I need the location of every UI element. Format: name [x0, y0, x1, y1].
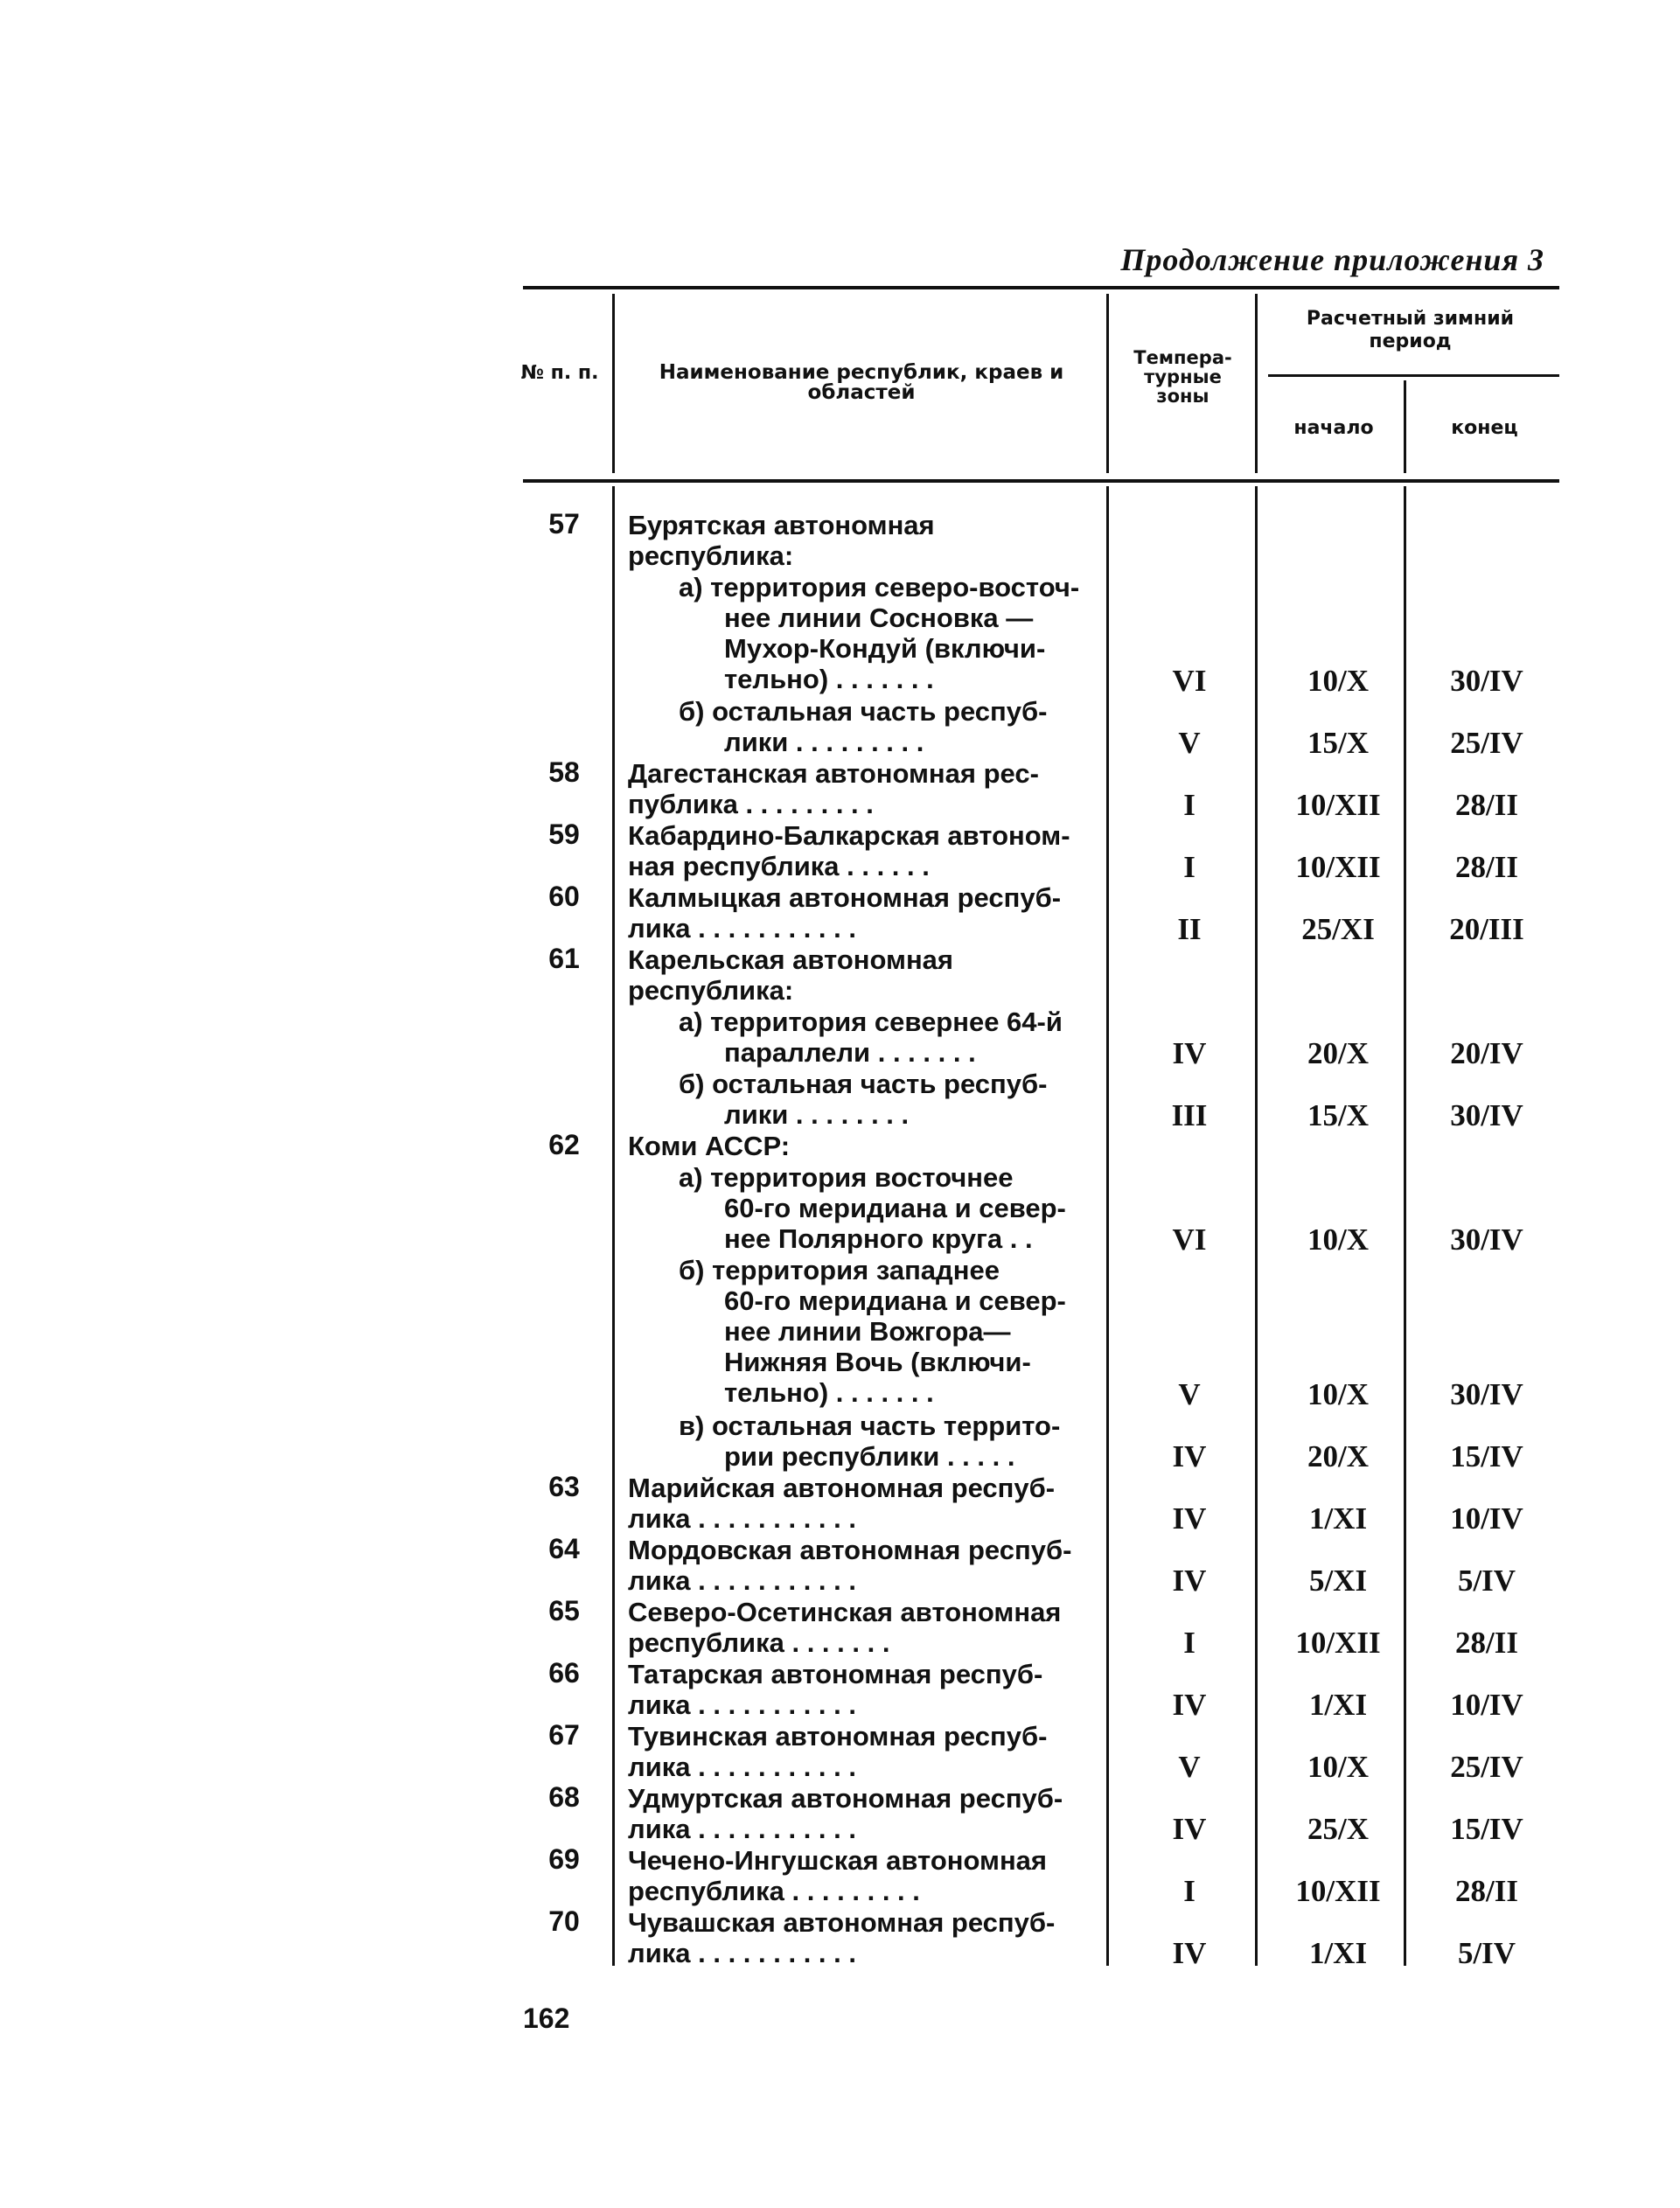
header-name: Наименование республик, краев и областей	[659, 361, 1064, 404]
zone-value: II	[1177, 911, 1202, 946]
region-name-line: нее линии Вожгора—	[724, 1316, 1011, 1347]
region-name-line: б) территория западнее	[679, 1255, 1000, 1285]
region-name	[628, 1721, 1104, 1782]
region-name	[628, 510, 1104, 571]
region-name-line: а) территория восточнее	[679, 1161, 1014, 1193]
period-start: 10/X	[1307, 1377, 1369, 1411]
region-name-line: лика . . . . . . . . . . .	[628, 913, 856, 944]
region-name	[628, 1131, 1104, 1161]
region-name-line: Тувинская автономная респуб-	[628, 1720, 1048, 1752]
region-name-line: Карельская автономная	[628, 944, 953, 975]
row-number: 67	[548, 1718, 580, 1751]
period-start: 10/X	[1307, 1750, 1369, 1784]
period-start: 20/X	[1307, 1439, 1369, 1473]
region-name-line: лика . . . . . . . . . . .	[628, 1751, 856, 1782]
region-name-line: б) остальная часть респуб-	[679, 1069, 1048, 1099]
region-name-line: лика . . . . . . . . . . .	[628, 1502, 856, 1534]
header-bottom-rule	[523, 479, 1559, 483]
period-end: 25/IV	[1450, 725, 1523, 760]
region-name-line: Удмуртская автономная респуб-	[628, 1782, 1063, 1814]
region-name-line: лики . . . . . . . . .	[724, 727, 924, 757]
period-end: 30/IV	[1450, 1222, 1523, 1257]
region-name-line: лика . . . . . . . . . . .	[628, 1813, 856, 1844]
header-col-sep-2	[1106, 294, 1109, 473]
period-start: 20/X	[1307, 1035, 1369, 1070]
period-start: 10/XII	[1295, 1626, 1381, 1660]
region-name-line: Северо-Осетинская автономная	[628, 1596, 1062, 1627]
period-end: 20/IV	[1450, 1035, 1523, 1070]
period-end: 28/II	[1455, 787, 1518, 822]
region-name-line: тельно) . . . . . . .	[724, 664, 934, 694]
header-col-sep-1	[612, 294, 615, 473]
region-name-line: 60-го меридиана и север-	[724, 1285, 1066, 1316]
period-start: 1/XI	[1308, 1936, 1368, 1970]
region-name-line: Мордовская автономная респуб-	[628, 1534, 1072, 1565]
row-number: 57	[548, 508, 580, 540]
region-name-line: республика:	[628, 540, 794, 571]
row-number: 59	[548, 818, 580, 850]
region-name-line: республика:	[628, 975, 794, 1006]
row-number: 70	[548, 1905, 580, 1937]
region-name-line: Коми АССР:	[628, 1131, 791, 1161]
zone-value: III	[1171, 1097, 1208, 1132]
row-number: 69	[548, 1842, 580, 1875]
period-start: 5/XI	[1308, 1564, 1368, 1598]
page-number: 162	[523, 2003, 570, 2034]
region-name-line: б) остальная часть респуб-	[679, 696, 1048, 727]
zone-value: I	[1183, 849, 1196, 884]
period-end: 30/IV	[1450, 1097, 1523, 1132]
period-end: 5/IV	[1457, 1564, 1516, 1598]
region-name-line: Калмыцкая автономная респуб-	[628, 882, 1062, 913]
region-name-line: Чечено-Ингушская автономная	[628, 1844, 1048, 1876]
row-number: 62	[548, 1129, 580, 1160]
region-name-line: лика . . . . . . . . . . .	[628, 1564, 856, 1596]
region-name	[628, 1845, 1104, 1906]
period-start: 25/XI	[1301, 911, 1375, 946]
period-end: 20/III	[1449, 911, 1524, 946]
header-period: Расчетный зимний период	[1306, 308, 1515, 352]
region-name-line: ная республика . . . . . .	[628, 851, 930, 881]
period-start: 1/XI	[1308, 1688, 1368, 1722]
region-name	[628, 944, 1104, 1006]
period-end: 28/II	[1455, 1874, 1518, 1908]
period-rule	[1268, 374, 1559, 377]
zone-value: I	[1183, 787, 1196, 822]
row-number: 66	[548, 1656, 580, 1689]
region-name-line: нее линии Сосновка —	[724, 602, 1034, 633]
row-number: 60	[548, 881, 580, 912]
zone-value: I	[1183, 1874, 1196, 1908]
period-end: 15/IV	[1450, 1439, 1523, 1473]
zone-value: IV	[1172, 1812, 1207, 1846]
period-start: 25/X	[1307, 1812, 1369, 1846]
period-start: 1/XI	[1308, 1501, 1368, 1536]
row-number: 65	[548, 1594, 580, 1626]
period-end: 10/IV	[1450, 1501, 1523, 1536]
header-end: конец	[1451, 417, 1518, 439]
body-col-sep-2	[1106, 486, 1109, 1966]
region-name	[628, 758, 1104, 819]
region-name-line: тельно) . . . . . . .	[724, 1377, 934, 1408]
region-name-line: лика . . . . . . . . . . .	[628, 1689, 856, 1720]
region-name-line: 60-го меридиана и север-	[724, 1192, 1066, 1223]
top-rule	[523, 286, 1559, 289]
region-name	[679, 1006, 1104, 1068]
row-number: 58	[548, 756, 580, 788]
row-number: 63	[548, 1470, 580, 1502]
region-name-line: а) территория севернее 64-й	[679, 1006, 1063, 1037]
region-name-line: лика . . . . . . . . . . .	[628, 1937, 856, 1968]
header-col-sep-3	[1255, 294, 1258, 473]
region-name	[628, 882, 1104, 944]
period-start: 10/XII	[1295, 849, 1381, 884]
region-name	[679, 1069, 1104, 1130]
zone-value: V	[1178, 1377, 1201, 1411]
period-start: 10/X	[1307, 663, 1369, 698]
region-name-line: рии республики . . . . .	[724, 1440, 1015, 1472]
period-end: 30/IV	[1450, 1377, 1523, 1411]
zone-value: V	[1178, 725, 1201, 760]
zone-value: I	[1183, 1626, 1196, 1660]
period-start: 10/X	[1307, 1222, 1369, 1257]
region-name	[679, 696, 1104, 757]
period-start: 10/XII	[1295, 787, 1381, 822]
region-name	[628, 1473, 1104, 1534]
region-name-line: Мухор-Кондуй (включи-	[724, 633, 1046, 664]
header-zone: Темпера- турные зоны	[1133, 347, 1232, 407]
region-name-line: а) территория северо-восточ-	[679, 572, 1080, 602]
region-name	[628, 1659, 1104, 1720]
region-name-line: Кабардино-Балкарская автоном-	[628, 820, 1070, 851]
row-number: 64	[548, 1532, 580, 1564]
zone-value: V	[1178, 1750, 1201, 1784]
region-name	[628, 820, 1104, 881]
zone-value: IV	[1172, 1501, 1207, 1536]
row-number: 61	[548, 943, 580, 974]
region-name	[679, 572, 1104, 694]
row-number: 68	[548, 1780, 580, 1813]
region-name-line: Чувашская автономная респуб-	[628, 1906, 1056, 1938]
period-end: 25/IV	[1450, 1750, 1523, 1784]
header-col-sep-4	[1404, 380, 1406, 473]
region-name	[628, 1535, 1104, 1596]
period-end: 5/IV	[1457, 1936, 1516, 1970]
header-start: начало	[1293, 417, 1374, 439]
region-name-line: Бурятская автономная	[628, 510, 935, 540]
period-end: 28/II	[1455, 1626, 1518, 1660]
region-name	[679, 1255, 1104, 1408]
region-name-line: лики . . . . . . . .	[724, 1099, 910, 1130]
region-name	[679, 1162, 1104, 1254]
zone-value: IV	[1172, 1439, 1207, 1473]
zone-value: IV	[1172, 1688, 1207, 1722]
region-name-line: публика . . . . . . . . .	[628, 789, 874, 819]
region-name-line: Дагестанская автономная рес-	[628, 758, 1039, 789]
region-name-line: параллели . . . . . . .	[724, 1037, 976, 1068]
region-name-line: в) остальная часть террито-	[679, 1410, 1061, 1441]
zone-value: IV	[1172, 1936, 1207, 1970]
zone-value: IV	[1172, 1035, 1207, 1070]
region-name	[628, 1907, 1104, 1968]
region-name	[628, 1597, 1104, 1658]
region-name-line: нее Полярного круга . .	[724, 1222, 1033, 1254]
period-start: 15/X	[1307, 1097, 1369, 1132]
zone-value: VI	[1172, 1222, 1207, 1257]
zone-value: IV	[1172, 1564, 1207, 1598]
region-name	[679, 1410, 1104, 1472]
region-name-line: Татарская автономная респуб-	[628, 1658, 1043, 1689]
period-end: 28/II	[1455, 849, 1518, 884]
period-end: 15/IV	[1450, 1812, 1523, 1846]
period-end: 10/IV	[1450, 1688, 1523, 1722]
continuation-caption: Продолжение приложения 3	[1120, 242, 1544, 277]
region-name	[628, 1783, 1104, 1844]
region-name-line: Марийская автономная респуб-	[628, 1472, 1056, 1503]
region-name-line: республика . . . . . . .	[628, 1626, 890, 1658]
period-start: 10/XII	[1295, 1874, 1381, 1908]
region-name-line: Нижняя Вочь (включи-	[724, 1347, 1031, 1377]
region-name-line: республика . . . . . . . . .	[628, 1875, 920, 1906]
period-start: 15/X	[1307, 725, 1369, 760]
period-end: 30/IV	[1450, 663, 1523, 698]
header-number: № п. п.	[520, 362, 599, 384]
body-col-sep-1	[612, 486, 615, 1966]
zone-value: VI	[1172, 663, 1207, 698]
